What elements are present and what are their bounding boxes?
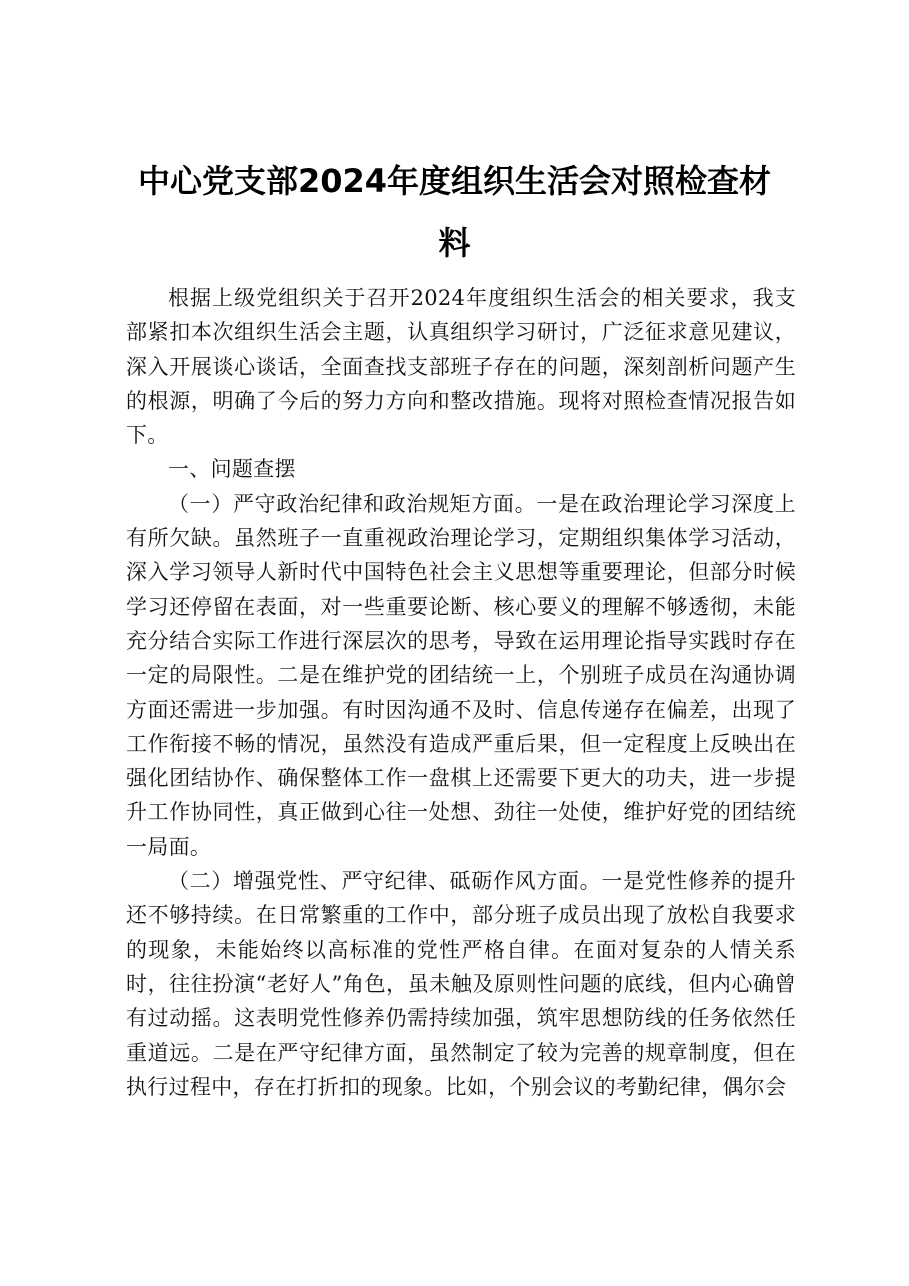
item-1-lead: （一）严守政治纪律和政治规矩方面。	[168, 491, 537, 516]
paragraph-item-1	[126, 487, 796, 864]
document-body	[126, 281, 796, 1104]
item-1-body: 一是在政治理论学习深度上有所欠缺。虽然班子一直重视政治理论学习，定期组织集体学习活动，深入学习领导人新时代中国特色社会主义思想等重要理论，但部分时候学习还停留在表面，对一些重要论断、核心要义的理解不够透彻，未能充分结合实际工作进行深层次的思考，导致在运用理论指导实践时存在一定的局限性。二是在维护党的团结统一上，个别班子成员在沟通协调方面还需进一步加强。有时因沟通不及时、信息传递存在偏差，出现了工作衔接不畅的情况，虽然没有造成严重后果，但一定程度上反映出在强化团结协作、确保整体工作一盘棋上还需要下更大的功夫，进一步提升工作协同性，真正做到心往一处想、劲往一处使，维护好党的团结统一局面。	[126, 491, 796, 859]
intro-paragraph: 根据上级党组织关于召开2024年度组织生活会的相关要求，我支部紧扣本次组织生活会主题，认真组织学习研讨，广泛征求意见建议，深入开展谈心谈话，全面查找支部班子存在的问题，深刻剖析问题产生的根源，明确了今后的努力方向和整改措施。现将对照检查情况报告如下。	[126, 286, 796, 448]
title-line-1: 中心党支部2024年度组织生活会对照检查材	[137, 162, 772, 200]
paragraph-item-2	[126, 864, 796, 1104]
title-line-2: 料	[438, 224, 471, 262]
document-title	[100, 150, 809, 274]
item-2-lead: （二）增强党性、严守纪律、砥砺作风方面。	[168, 869, 602, 894]
item-2-body: 一是党性修养的提升还不够持续。在日常繁重的工作中，部分班子成员出现了放松自我要求的现象，未能始终以高标准的党性严格自律。在面对复杂的人情关系时，往往扮演“老好人”角色，虽未触及原则性问题的底线，但内心确曾有过动摇。这表明党性修养仍需持续加强，筑牢思想防线的任务依然任重道远。二是在严守纪律方面，虽然制定了较为完善的规章制度，但在执行过程中，存在打折扣的现象。比如，个别会议的考勤纪律，偶尔会	[126, 869, 797, 1099]
section-heading: 一、问题查摆	[168, 457, 296, 482]
